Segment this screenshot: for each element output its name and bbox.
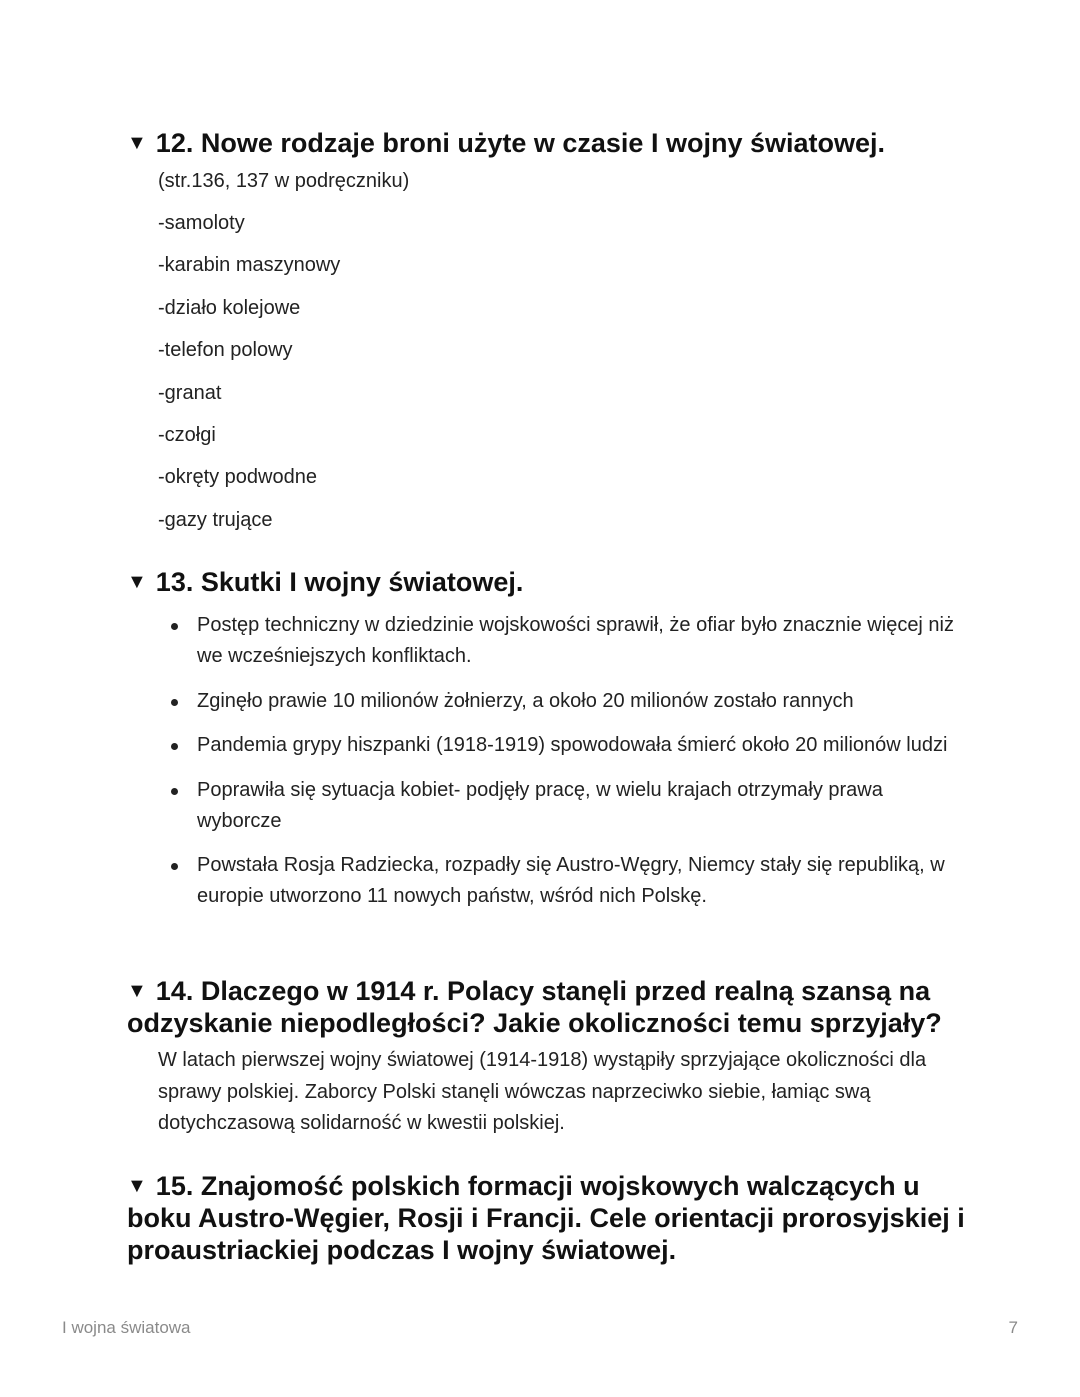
list-item: -okręty podwodne [158, 466, 317, 489]
section-12 [127, 127, 967, 550]
effects-bullet-list [127, 610, 967, 912]
section-15 [127, 1170, 967, 1266]
weapons-list [127, 211, 967, 550]
bullet-icon [171, 788, 178, 795]
section-14 [127, 975, 967, 1140]
bullet-text: Poprawiła się sytuacja kobiet- podjęły pracę, w wielu krajach otrzymały prawa wyborcze [197, 778, 883, 832]
bullet-icon [171, 743, 178, 750]
list-item: -granat [158, 381, 222, 404]
footer-document-title: I wojna światowa [62, 1318, 191, 1337]
bullet-icon [171, 699, 178, 706]
section-14-paragraph: W latach pierwszej wojny światowej (1914-1918) wystąpiły sprzyjające okoliczności dla sprawy polskiej. Zaborcy Polski stanęli wówczas naprzeciwko siebie, łamiąc swą dotychczasową solidarność w kwestii polskiej. [158, 1049, 927, 1134]
list-item: -gazy trujące [158, 508, 273, 531]
list-item [171, 686, 967, 717]
list-item: -telefon polowy [158, 339, 293, 362]
toggle-triangle-icon[interactable]: ▼ [127, 1175, 147, 1197]
footer-page-number: 7 [1008, 1318, 1018, 1337]
toggle-triangle-icon[interactable]: ▼ [127, 132, 147, 154]
section-12-heading[interactable] [127, 127, 967, 159]
toggle-triangle-icon[interactable]: ▼ [127, 571, 147, 593]
list-item: -czołgi [158, 423, 216, 446]
list-item [171, 850, 967, 912]
list-item [171, 610, 967, 672]
section-13 [127, 566, 967, 926]
section-13-heading[interactable] [127, 566, 967, 598]
list-item [171, 775, 967, 837]
bullet-text: Powstała Rosja Radziecka, rozpadły się Austro-Węgry, Niemcy stały się republiką, w europie utworzono 11 nowych państw, wśród nich Polskę. [197, 854, 945, 907]
bullet-text: Postęp techniczny w dziedzinie wojskowości sprawił, że ofiar było znacznie więcej niż we wcześniejszych konfliktach. [197, 614, 955, 667]
toggle-triangle-icon[interactable]: ▼ [127, 980, 147, 1002]
bullet-text: Zginęło prawie 10 milionów żołnierzy, a około 20 milionów zostało rannych [197, 689, 854, 712]
section-15-heading[interactable] [127, 1170, 967, 1266]
list-item: -działo kolejowe [158, 296, 301, 319]
section-15-heading-text: 15. Znajomość polskich formacji wojskowych walczących u boku Austro-Węgier, Rosji i Francji. Cele orientacji prorosyjskiej i proaustriackiej podczas I wojny światowej. [127, 1171, 965, 1265]
bullet-text: Pandemia grypy hiszpanki (1918-1919) spowodowała śmierć około 20 milionów ludzi [197, 734, 948, 756]
list-item [171, 730, 967, 761]
list-item: -samoloty [158, 212, 245, 234]
bullet-icon [171, 623, 178, 630]
textbook-reference-note: (str.136, 137 w podręczniku) [158, 170, 410, 192]
bullet-icon [171, 863, 178, 870]
list-item: -karabin maszynowy [158, 254, 341, 277]
section-14-heading[interactable] [127, 975, 967, 1039]
section-14-heading-text: 14. Dlaczego w 1914 r. Polacy stanęli przed realną szansą na odzyskanie niepodległości? Jakie okoliczności temu sprzyjały? [127, 976, 942, 1038]
section-13-heading-text: 13. Skutki I wojny światowej. [155, 567, 524, 597]
section-12-heading-text: 12. Nowe rodzaje broni użyte w czasie I wojny światowej. [155, 128, 885, 158]
